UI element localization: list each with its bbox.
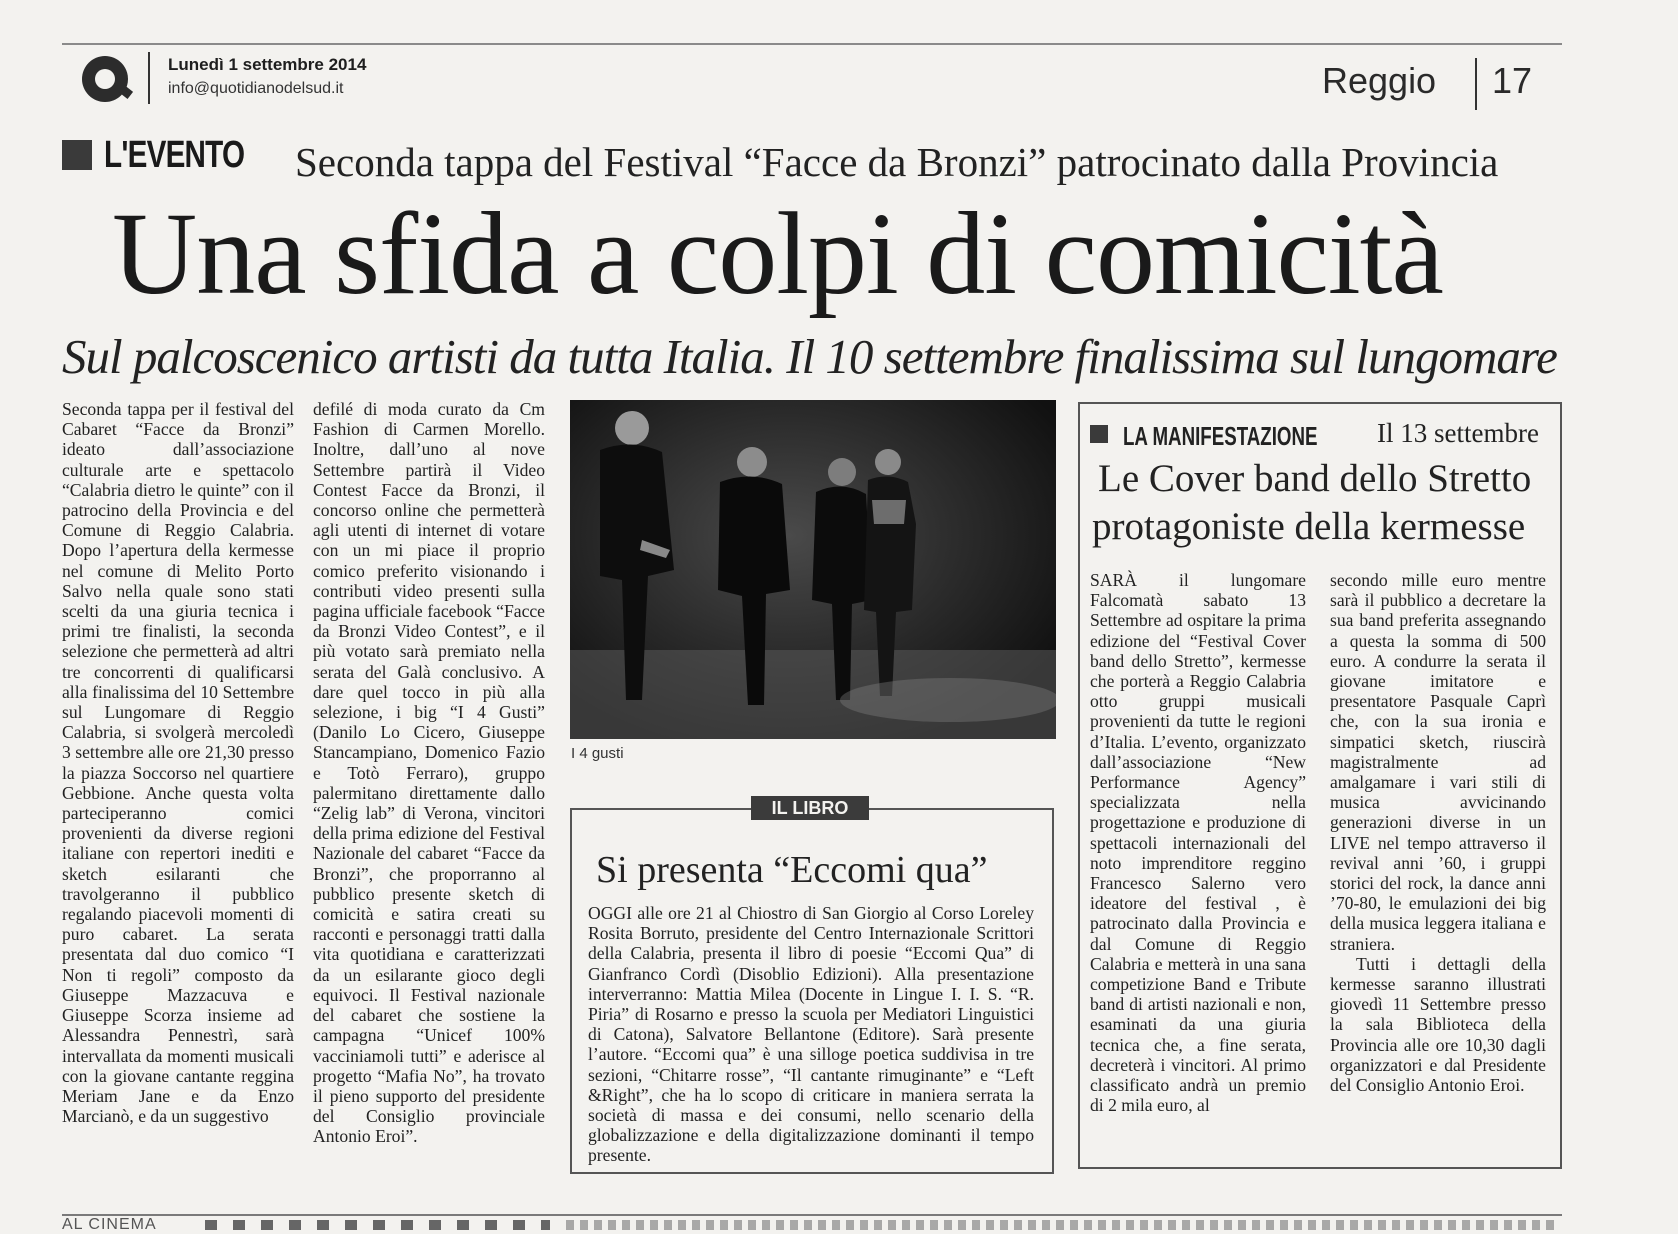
page-number: 17 xyxy=(1492,60,1533,101)
article-column-2: defilé di moda curato da Cm Fashion di Carmen Morello. Inoltre, dall’uno al nove Settembre partirà il Video Contest Facce da Bronzi, il concorso online che permetterà agli utenti di internet di votare con un mi piace il proprio comico preferito visionando i contributi video presenti sulla pagina ufficiale facebook “Facce da Bronzi Video Contest”, e il più votato sarà premiato nella serata del Galà conclusivo. A dare quel tocco in più alla selezione, i big “I 4 Gusti” (Danilo Lo Cicero, Giuseppe Stancampiano, Domenico Fazio e Totò Ferraro), gruppo palermitano direttamente dallo “Zelig lab” di Verona, vincitori della prima edizione del Festival Nazionale del cabaret “Facce da Bronzi”, che proporranno al pubblico presente sketch di comicità e satira creati su racconti e personaggi tratti dalla vita quotidiana e caratterizzati da un esilarante gioco degli equivoci. Il Festival nazionale del cabaret che sostiene la campagna “Unicef 100% vacciniamoli tutti” e aderisce al progetto “Mafia No”, ha trovato il pieno supporto del presidente del Consiglio provinciale Antonio Eroi”. xyxy=(313,399,545,1147)
manifestazione-date: Il 13 settembre xyxy=(1377,418,1539,448)
bottom-rule xyxy=(62,1214,1562,1216)
kicker-square-icon xyxy=(62,140,92,170)
performers-photo-drawing xyxy=(570,400,1056,739)
top-rule xyxy=(62,43,1562,45)
article-kicker: L'EVENTO xyxy=(104,134,245,176)
newspaper-logo-icon xyxy=(82,56,128,102)
issue-date: Lunedì 1 settembre 2014 xyxy=(168,55,367,74)
photo-caption: I 4 gusti xyxy=(571,745,624,762)
manifestazione-column-2 xyxy=(1330,570,1546,1095)
manifestazione-column-2-para-2: Tutti i dettagli della kermesse saranno illustrati giovedì 11 Settembre presso la sala Biblioteca della Provincia alle ore 10,30 dagli organizzatori e dal Presidente del Consiglio Antonio Eroi. xyxy=(1330,953,1546,1096)
performers-photo xyxy=(570,400,1056,739)
manifestazione-column-1: SARÀ il lungomare Falcomatà sabato 13 Settembre ad ospitare la prima edizione del “Festival Cover band dello Stretto”, kermesse che porterà a Reggio Calabria otto gruppi musicali provenienti da tutte le regioni d’Italia. L’evento, organizzato dall’associazione “New Performance Agency” specializzata nella progettazione e produzione di spettacoli internazionali del noto imprenditore reggino Francesco Salerno vero ideatore del festival , è patrocinato dalla Provincia e dal Comune di Reggio Calabria e metterà in una sana competizione Band e Tribute band di artisti nazionali e non, esaminati da una giuria tecnica che, a fine serata, decreterà i vincitori. Al primo classificato andrà un premio di 2 mila euro, al xyxy=(1090,570,1306,1116)
header-divider xyxy=(148,52,150,104)
libro-kicker: IL LIBRO xyxy=(751,796,869,820)
libro-title: Si presenta “Eccomi qua” xyxy=(596,849,988,891)
article-headline: Una sfida a colpi di comicità xyxy=(112,188,1443,319)
manifestazione-square-icon xyxy=(1090,425,1108,443)
manifestazione-title-line-2: protagoniste della kermesse xyxy=(1092,505,1526,548)
bottom-dotted-bar-2 xyxy=(566,1220,1558,1230)
contact-email: info@quotidianodelsud.it xyxy=(168,80,344,97)
next-section-label: AL CINEMA xyxy=(62,1216,157,1233)
manifestazione-column-2-para-1: secondo mille euro mentre sarà il pubblico a decretare la sua band preferita assegnando a questa la somma di 500 euro. A condurre la serata il giovane imitatore e presentatore Pasquale Caprì che, con la sua ironia e simpatici sketch, riuscirà magistralmente ad amalgamare i vari stili di musica avvicinando generazioni diverse in un LIVE nel tempo attraverso il revival anni ’60, i gruppi storici del rock, la dance anni ’70-80, le emulazioni dei big della musica leggera italiana e straniera. xyxy=(1330,570,1546,954)
section-name: Reggio xyxy=(1322,60,1437,101)
article-subheadline: Sul palcoscenico artisti da tutta Italia. Il 10 settembre finalissima sul lungomare xyxy=(62,329,1557,384)
header-divider-2 xyxy=(1475,58,1477,110)
article-kicker-subtitle: Seconda tappa del Festival “Facce da Bronzi” patrocinato dalla Provincia xyxy=(295,139,1499,185)
bottom-dotted-bar xyxy=(205,1220,550,1230)
article-column-1: Seconda tappa per il festival del Cabaret “Facce da Bronzi” ideato dall’associazione culturale arte e spettacolo “Calabria dietro le quinte” con il patrocino della Provincia e del Comune di Reggio Calabria. Dopo l’apertura della kermesse nel comune di Melito Porto Salvo nella quale sono stati scelti da una giuria tecnica i primi tre finalisti, la seconda selezione che permetterà ad altri tre concorrenti di qualificarsi alla finalissima del 10 Settembre sul Lungomare di Reggio Calabria, si svolgerà mercoledì 3 settembre alle ore 21,30 presso la piazza Soccorso nel quartiere Gebbione. Anche questa volta parteciperanno comici provenienti da diverse regioni italiane con repertori inediti e sketch esilaranti che travolgeranno il pubblico regalando piacevoli momenti di puro cabaret. La serata presentata dal duo comico “I Non ti regoli” composto da Giuseppe Mazzacuva e Giuseppe Scorza insieme ad Alessandra Pennestrì, sarà intervallata da momenti musicali con la giovane cantante reggina Meriam Jane e da Enzo Marcianò, e da un suggestivo xyxy=(62,399,294,1127)
libro-body: OGGI alle ore 21 al Chiostro di San Giorgio al Corso Loreley Rosita Borruto, presidente del Centro Internazionale Scrittori della Calabria, presenta il libro di poesie “Eccomi Qua” di Gianfranco Cordì (Disoblio Edizioni). Alla presentazione interverranno: Mattia Milea (Docente in Lingue I. I. S. “R. Piria” di Rosarno e presso la scuola per Mediatori Linguistici di Catona), Salvatore Bellantone (Editore). Sarà presente l’autore. “Eccomi qua” è una silloge poetica suddivisa in tre sezioni, “Chitarre rosse”, “Il cantante rimuginante” e “Left &Right”, che ha lo scopo di criticare in maniera serrata la società di massa e dei consumi, nello scenario della globalizzazione e della digitalizzazione dominanti il tempo presente. xyxy=(588,903,1034,1166)
manifestazione-kicker: LA MANIFESTAZIONE xyxy=(1123,421,1318,451)
manifestazione-title-line-1: Le Cover band dello Stretto xyxy=(1098,457,1532,500)
